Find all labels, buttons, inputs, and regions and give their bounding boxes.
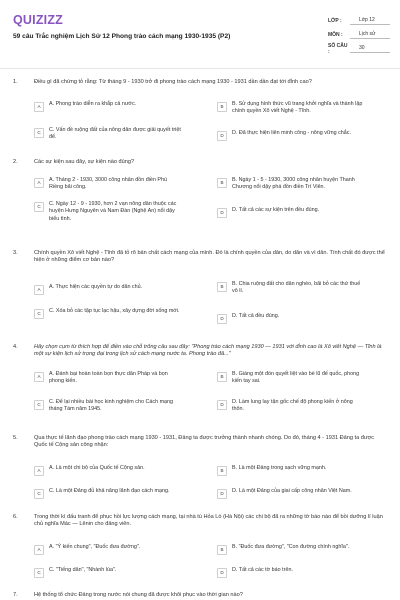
- question-text: Hệ thống tổ chức Đảng trong nước nói chung đã được khôi phục vào thời gian nào?: [34, 592, 243, 598]
- option-text: B. Là một Đảng trong sạch vững mạnh.: [232, 465, 327, 471]
- option-letter-c[interactable]: C: [34, 400, 44, 410]
- option-text: C. Vấn đề ruộng đất của nông dân được giải quyết triệt để.: [49, 127, 181, 141]
- option-text: B. "Đuốc đưa đường", "Con đường chính nghĩa".: [232, 544, 350, 550]
- option-text: A. Thực hiện các quyền tự do dân chủ.: [49, 284, 143, 290]
- question-5: [0, 435, 400, 497]
- question-number: 1.: [13, 79, 18, 85]
- option-letter-d[interactable]: D: [217, 208, 227, 218]
- option-text: B. Sử dụng hình thức vũ trang khởi nghĩa và thành lập chính quyền Xô viết Nghệ - Tĩnh.: [232, 101, 363, 115]
- option-letter-b[interactable]: B: [217, 102, 227, 112]
- option-text: A. Đánh bại hoàn toàn bọn thực dân Pháp và bọn phong kiến.: [49, 371, 168, 385]
- question-text: Hãy chọn cụm từ thích hợp để điền vào chỗ trống câu sau đây: "Phong trào cách mạng 1930 — 1931 với đỉnh cao là Xô viết Nghệ — Tĩnh là một sự kiện lịch sử trọng đại trong lịch sử cách mạng nước ta. Phong trào đã...": [34, 344, 382, 358]
- question-4: [0, 344, 400, 413]
- option-letter-b[interactable]: B: [217, 372, 227, 382]
- quizizz-logo: QUIZIZZ: [13, 13, 64, 27]
- option-letter-a[interactable]: A: [34, 178, 44, 188]
- option-text: D. Tất cả đều đúng.: [232, 313, 280, 319]
- header-divider: [0, 68, 400, 69]
- option-d[interactable]: [217, 130, 364, 141]
- class-value: Lớp 12: [350, 17, 390, 26]
- question-number: 7.: [13, 592, 18, 598]
- option-text: C. Để lại nhiều bài học kinh nghiệm cho Cách mạng tháng Tám năm 1945.: [49, 399, 174, 413]
- option-letter-c[interactable]: C: [34, 489, 44, 499]
- option-c[interactable]: [34, 399, 181, 414]
- option-a[interactable]: [34, 177, 181, 192]
- option-text: A. Là một chi bộ của Quốc tế Cộng sản.: [49, 465, 145, 471]
- worksheet-meta: [328, 14, 390, 56]
- option-letter-d[interactable]: D: [217, 568, 227, 578]
- option-d[interactable]: [217, 567, 364, 578]
- option-text: C. Là một Đảng đủ khả năng lãnh đạo cách mạng.: [49, 488, 170, 494]
- option-text: B. Chia ruộng đất cho dân nghèo, bãi bỏ các thứ thuế vô lí.: [232, 281, 361, 295]
- option-letter-b[interactable]: B: [217, 545, 227, 555]
- subject-value: Lịch sử: [350, 31, 390, 40]
- option-letter-a[interactable]: A: [34, 285, 44, 295]
- option-text: A. Tháng 2 - 1930, 3000 công nhân đồn điền Phú Riềng bãi công.: [49, 177, 167, 191]
- option-letter-d[interactable]: D: [217, 314, 227, 324]
- option-letter-c[interactable]: C: [34, 568, 44, 578]
- count-label: SỐ CÂU :: [328, 42, 348, 55]
- option-b[interactable]: [217, 465, 364, 476]
- option-text: C. Xóa bỏ các tập tục lạc hậu, xây dựng đời sống mới.: [49, 308, 180, 314]
- question-text: Trong thời kì đấu tranh để phục hồi lực lượng cách mạng, tại nhà tù Hỏa Lò (Hà Nội) các chi bộ đã ra những tờ báo nào để bồi dưỡng lí luận chủ nghĩa Mác — Lênin cho đảng viên.: [34, 514, 383, 528]
- option-text: D. Tất cả các tờ báo trên.: [232, 567, 293, 573]
- option-text: D. Đã thực hiện liên minh công - nông vững chắc.: [232, 130, 351, 136]
- question-text: Điều gì đã chứng tỏ rằng: Từ tháng 9 - 1930 trở đi phong trào cách mạng 1930 - 1931 dần dần đạt tới đỉnh cao?: [34, 79, 312, 85]
- option-b[interactable]: [217, 101, 364, 116]
- option-b[interactable]: [217, 544, 382, 555]
- option-a[interactable]: [34, 101, 181, 112]
- question-number: 4.: [13, 344, 18, 350]
- option-c[interactable]: [34, 127, 181, 142]
- option-b[interactable]: [217, 177, 364, 192]
- option-c[interactable]: [34, 488, 199, 499]
- subject-row: [328, 28, 390, 42]
- question-3: [0, 250, 400, 322]
- option-letter-a[interactable]: A: [34, 372, 44, 382]
- question-number: 5.: [13, 435, 18, 441]
- question-number: 3.: [13, 250, 18, 256]
- option-a[interactable]: [34, 465, 181, 476]
- option-text: B. Giáng một đòn quyết liệt vào bè lũ đế quốc, phong kiến tay sai.: [232, 371, 360, 385]
- question-number: 2.: [13, 159, 18, 165]
- option-letter-c[interactable]: C: [34, 202, 44, 212]
- option-b[interactable]: [217, 371, 364, 386]
- option-letter-b[interactable]: B: [217, 466, 227, 476]
- class-row: [328, 14, 390, 28]
- option-text: D. Là một Đảng của giai cấp công nhân Việt Nam.: [232, 488, 352, 494]
- class-label: LỚP :: [328, 17, 342, 24]
- option-a[interactable]: [34, 371, 181, 386]
- option-letter-a[interactable]: A: [34, 102, 44, 112]
- option-letter-c[interactable]: C: [34, 128, 44, 138]
- option-a[interactable]: [34, 544, 181, 555]
- option-a[interactable]: [34, 284, 181, 295]
- option-d[interactable]: [217, 488, 382, 499]
- option-text: D. Làm lung lay tận gốc chế độ phong kiến ở nông thôn.: [232, 399, 353, 413]
- option-letter-a[interactable]: A: [34, 466, 44, 476]
- question-6: [0, 514, 400, 576]
- option-c[interactable]: [34, 308, 181, 319]
- question-1: [0, 79, 400, 141]
- count-value: 30: [350, 45, 390, 54]
- option-letter-d[interactable]: D: [217, 131, 227, 141]
- worksheet-header: [0, 0, 400, 70]
- option-text: A. "Ý kiến chung", "Đuốc đưa đường".: [49, 544, 141, 550]
- option-text: C. "Tiếng dân", "Nhành lúa".: [49, 567, 117, 573]
- option-letter-b[interactable]: B: [217, 282, 227, 292]
- option-text: B. Ngày 1 - 5 - 1930, 3000 công nhân huyện Thanh Chương nổi dậy phá đồn điền Trí Viên.: [232, 177, 355, 191]
- count-row: [328, 42, 390, 56]
- question-2: [0, 159, 400, 222]
- option-text: C. Ngày 12 - 9 - 1930, hơn 2 vạn nông dân thuộc các huyện Hưng Nguyên và Nam Đàn (Nghệ An) nổi dậy biểu tình.: [49, 201, 177, 222]
- question-text: Qua thực tế lãnh đạo phong trào cách mạng 1930 - 1931, Đảng ta được trưởng thành nhanh chóng. Do đó, tháng 4 - 1931 Đảng ta được Quốc tế Cộng sản công nhận:: [34, 435, 375, 449]
- option-letter-d[interactable]: D: [217, 400, 227, 410]
- question-text: Chính quyền Xô viết Nghệ - Tĩnh đã tỏ rõ bản chất cách mạng của mình. Đó là chính quyền của dân, do dân và vì dân. Tính chất đó được thể hiện ở những điểm cơ bản nào?: [34, 250, 385, 264]
- question-number: 6.: [13, 514, 18, 520]
- option-c[interactable]: [34, 567, 181, 578]
- option-b[interactable]: [217, 281, 364, 296]
- subject-label: MÔN :: [328, 31, 343, 38]
- option-text: D. Tất cả các sự kiện trên đều đúng.: [232, 207, 320, 213]
- option-d[interactable]: [217, 399, 364, 414]
- option-d[interactable]: [217, 313, 364, 324]
- option-letter-c[interactable]: C: [34, 309, 44, 319]
- question-text: Các sự kiện sau đây, sự kiện nào đúng?: [34, 159, 135, 165]
- option-d[interactable]: [217, 207, 364, 218]
- option-letter-a[interactable]: A: [34, 545, 44, 555]
- option-letter-d[interactable]: D: [217, 489, 227, 499]
- question-7: [0, 592, 400, 599]
- option-letter-b[interactable]: B: [217, 178, 227, 188]
- option-c[interactable]: [34, 201, 181, 223]
- page-title: 59 câu Trắc nghiệm Lịch Sử 12 Phong trào cách mạng 1930-1935 (P2): [13, 33, 231, 40]
- option-text: A. Phong trào diễn ra khắp cả nước.: [49, 101, 137, 107]
